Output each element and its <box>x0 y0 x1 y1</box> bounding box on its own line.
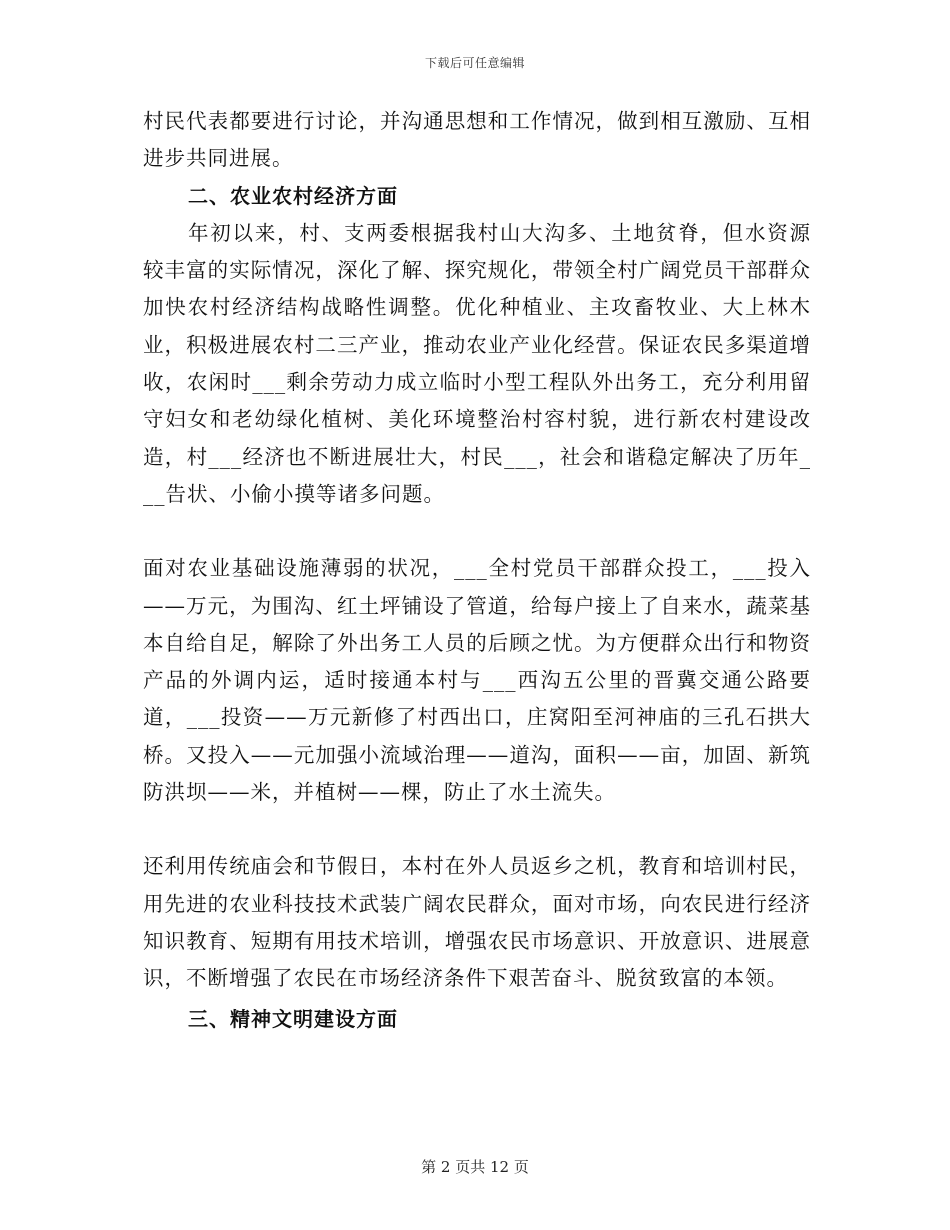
page-header: 下载后可任意编辑 <box>424 56 525 70</box>
paragraph-economy-overview: 年初以来，村、支两委根据我村山大沟多、土地贫脊，但水资源较丰富的实际情况，深化了解、探究规化，带领全村广阔党员干部群众加快农村经济结构战略性调整。优化种植业、主攻畜牧业、大上林木业，积极进展农村二三产业，推动农业产业化经营。保证农民多渠道增收，农闲时___剩余劳动力成立临时小型工程队外出务工，充分利用留守妇女和老幼绿化植树、美化环境整治村容村貌，进行新农村建设改造，村___经济也不断进展壮大，村民___，社会和谐稳定解决了历年___告状、小偷小摸等诸多问题。 <box>143 220 811 506</box>
paragraph-continuation: 村民代表都要进行讨论，并沟通思想和工作情况，做到相互激励、互相进步共同进展。 <box>143 109 811 171</box>
paragraph-infrastructure: 面对农业基础设施薄弱的状况，___全村党员干部群众投工，___投入——万元，为围沟、红土坪铺设了管道，给每户接上了自来水，蔬菜基本自给自足，解除了外出务工人员的后顾之忧。为方便群众出行和物资产品的外调内运，适时接通本村与___西沟五公里的晋冀交通公路要道，___投资——万元新修了村西出口，庄窝阳至河神庙的三孔石拱大桥。又投入——元加强小流域治理——道沟，面积——亩，加固、新筑防洪坝——米，并植树——棵，防止了水土流失。 <box>143 556 811 805</box>
paragraph-training: 还利用传统庙会和节假日，本村在外人员返乡之机，教育和培训村民，用先进的农业科技技术武装广阔农民群众，面对市场，向农民进行经济知识教育、短期有用技术培训，增强农民市场意识、开放意识、进展意识，不断增强了农民在市场经济条件下艰苦奋斗、脱贫致富的本领。 <box>143 854 811 991</box>
section-heading-civilization: 三、精神文明建设方面 <box>188 1006 398 1031</box>
section-heading-agriculture: 二、农业农村经济方面 <box>188 183 398 208</box>
page-number: 第 2 页共 12 页 <box>421 1158 529 1176</box>
document-body <box>143 103 811 1038</box>
